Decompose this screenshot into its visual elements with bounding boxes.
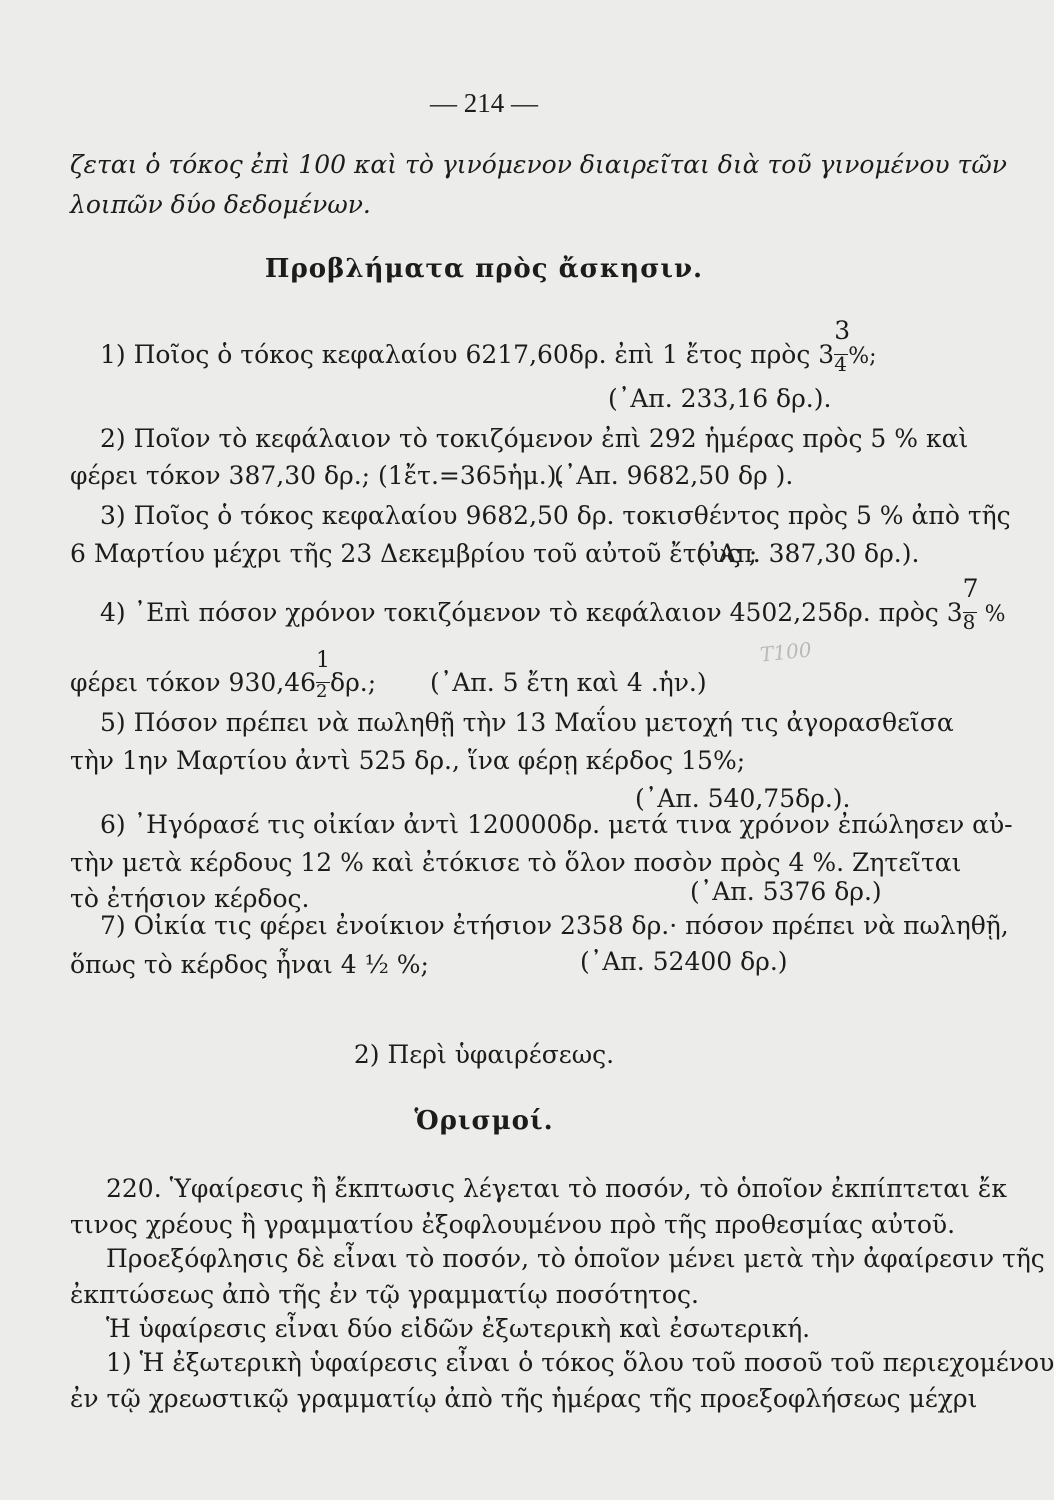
problem-4-line-2a: φέρει τόκον 930,46: [70, 668, 317, 697]
problem-6-line-2: τὴν μετὰ κέρδους 12 % καὶ ἐτόκισε τὸ ὅλον ποσὸν πρὸς 4 %. Ζητεῖται: [70, 848, 962, 877]
problem-1-text: 1) Ποῖος ὁ τόκος κεφαλαίου 6217,60δρ. ἐπὶ 1 ἔτος πρὸς 3: [100, 340, 835, 369]
fraction-seven-eighths: $\frac{7}{8}$: [962, 574, 979, 634]
problem-1-answer: (᾿Απ. 233,16 δρ.).: [608, 384, 832, 413]
problem-2-line-1: 2) Ποῖον τὸ κεφάλαιον τὸ τοκιζόμενον ἐπὶ 292 ἡμέρας πρὸς 5 % καὶ: [100, 424, 969, 453]
problem-6-line-3: τὸ ἐτήσιον κέρδος.: [70, 884, 310, 913]
fraction-one-half: $\frac{1}{2}$: [316, 648, 331, 702]
problem-4-answer: (᾿Απ. 5 ἔτη καὶ 4 .ἡν.): [430, 668, 707, 697]
problem-6-line-1: 6) ᾿Ηγόρασέ τις οἰκίαν ἀντὶ 120000δρ. μετά τινα χρόνον ἐπώλησεν αὐ-: [100, 810, 1013, 839]
problem-4-tail: %: [984, 602, 1006, 627]
problem-5-line-1: 5) Πόσον πρέπει νὰ πωληθῇ τὴν 13 Μαΐου μετοχή τις ἀγορασθεῖσα: [100, 708, 954, 737]
s220-line-3: Προεξόφλησις δὲ εἶναι τὸ ποσόν, τὸ ὁποῖον μένει μετὰ τὴν ἀφαίρεσιν τῆς: [106, 1244, 1045, 1273]
s220-line-1: 220. Ὑφαίρεσις ἢ ἔκπτωσις λέγεται τὸ ποσόν, τὸ ὁποῖον ἐκπίπτεται ἔκ: [106, 1174, 1007, 1203]
problem-7-line-1: 7) Οἰκία τις φέρει ἐνοίκιον ἐτήσιον 2358 δρ.· πόσον πρέπει νὰ πωληθῇ,: [100, 911, 1009, 940]
intro-line-2: λοιπῶν δύο δεδομένων.: [70, 190, 371, 219]
problem-1: [100, 316, 877, 376]
s220-line-2: τινος χρέους ἢ γραμματίου ἐξοφλουμένου πρὸ τῆς προθεσμίας αὐτοῦ.: [70, 1210, 956, 1239]
s220-line-7: ἐν τῷ χρεωστικῷ γραμματίῳ ἀπὸ τῆς ἡμέρας τῆς προεξοφλήσεως μέχρι: [70, 1384, 978, 1413]
s220-line-4: ἐκπτώσεως ἀπὸ τῆς ἐν τῷ γραμματίῳ ποσότητος.: [70, 1280, 699, 1309]
problem-5-answer: (᾿Απ. 540,75δρ.).: [635, 784, 851, 813]
section-title: 2) Περὶ ὑφαιρέσεως.: [353, 1040, 615, 1069]
problem-4-text: 4) ᾿Επὶ πόσον χρόνον τοκιζόμενον τὸ κεφάλαιον 4502,25δρ. πρὸς 3: [100, 598, 963, 627]
problem-1-tail: %;: [848, 344, 877, 369]
problem-6-answer: (᾿Απ. 5376 δρ.): [690, 877, 882, 906]
problem-4-line-2b: δρ.;: [330, 668, 377, 697]
problem-4-line-1: [100, 574, 1006, 634]
problem-5-line-2: τὴν 1ην Μαρτίου ἀντὶ 525 δρ., ἵνα φέρῃ κέρδος 15%;: [70, 746, 746, 775]
problem-7-line-2: ὅπως τὸ κέρδος ἦναι 4 ½ %;: [70, 950, 429, 979]
s220-line-5: Ἡ ὑφαίρεσις εἶναι δύο εἰδῶν ἐξωτερικὴ καὶ ἐσωτερική.: [106, 1314, 811, 1343]
problems-title: Προβλήματα πρὸς ἄσκησιν.: [264, 254, 704, 284]
problem-3-answer: (᾿Απ. 387,30 δρ.).: [696, 539, 920, 568]
definitions-title: Ὁρισμοί.: [414, 1106, 554, 1136]
s220-line-6: 1) Ἡ ἐξωτερικὴ ὑφαίρεσις εἶναι ὁ τόκος ὅλου τοῦ ποσοῦ τοῦ περιεχομένου: [106, 1348, 1054, 1377]
problem-3-line-2: 6 Μαρτίου μέχρι τῆς 23 Δεκεμβρίου τοῦ αὐτοῦ ἔτους ;: [70, 539, 758, 568]
fraction-three-quarters: $\frac{3}{4}$: [834, 316, 851, 376]
problem-2-line-2: φέρει τόκον 387,30 δρ.; (1ἔτ.=365ἡμ.).: [70, 461, 565, 490]
problem-4-line-2: [70, 648, 377, 702]
problem-3-line-1: 3) Ποῖος ὁ τόκος κεφαλαίου 9682,50 δρ. τοκισθέντος πρὸς 5 % ἀπὸ τῆς: [100, 501, 1011, 530]
intro-line-1: ζεται ὁ τόκος ἐπὶ 100 καὶ τὸ γινόμενον διαιρεῖται διὰ τοῦ γινομένου τῶν: [70, 150, 1007, 179]
pencil-annotation: Τ100: [758, 637, 813, 667]
page-number: — 214 —: [430, 88, 538, 118]
problem-7-answer: (᾿Απ. 52400 δρ.): [580, 947, 788, 976]
problem-2-answer: (᾿Απ. 9682,50 δρ ).: [554, 461, 794, 490]
